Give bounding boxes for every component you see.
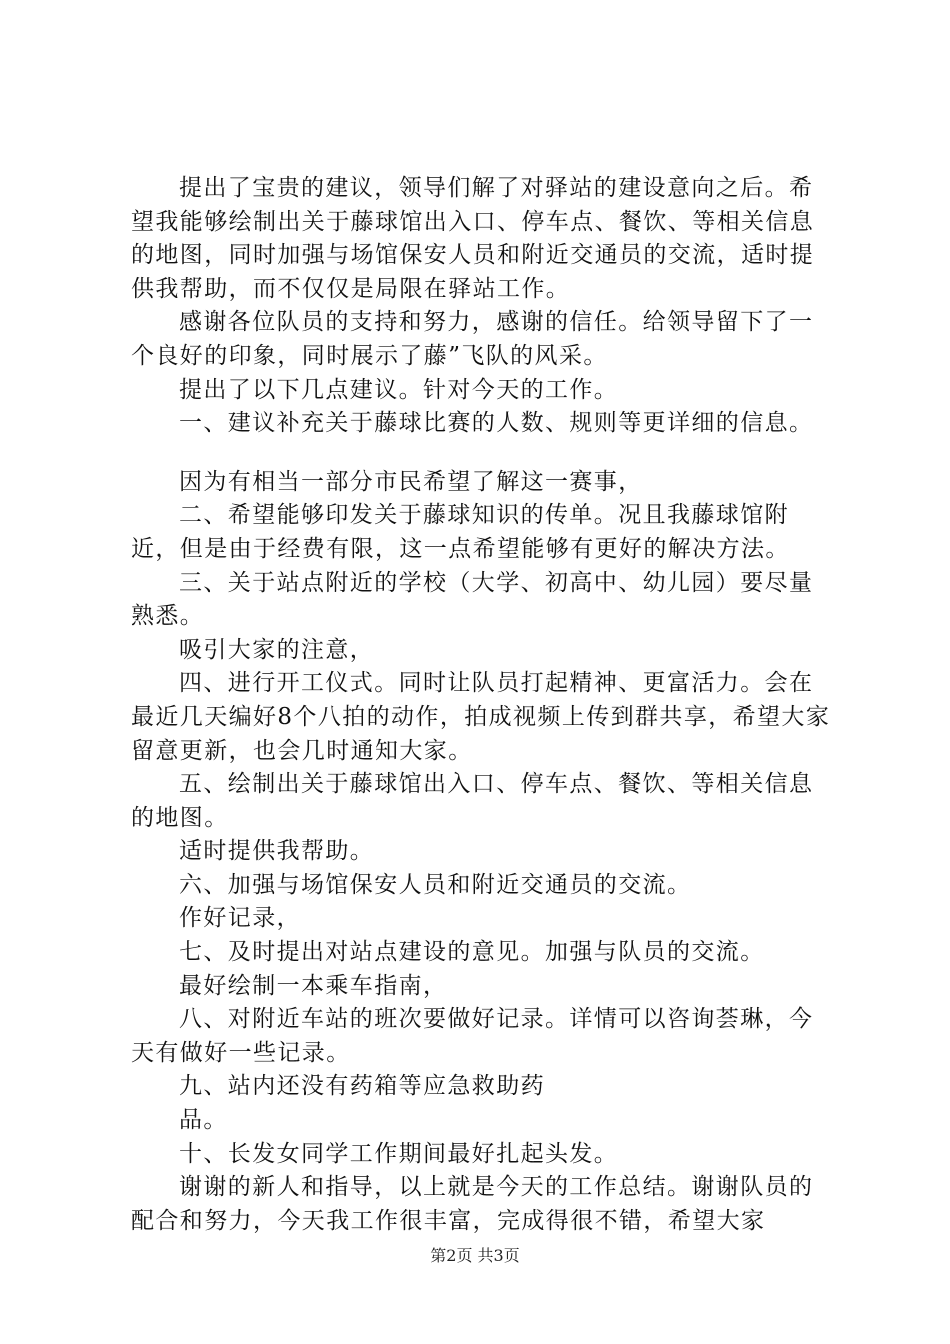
paragraph-1: 提出了宝贵的建议，领导们解了对驿站的建设意向之后。希望我能够绘制出关于藤球馆出入口、停车点、餐饮、等相关信息的地图，同时加强与场馆保安人员和附近交通员的交流，适时提供我帮助，而不仅仅是局限在驿站工作。 [131,175,815,302]
paragraph-18: 品。 [179,1107,228,1134]
paragraph-11: 适时提供我帮助。 [179,838,375,865]
paragraph-7: 三、关于站点附近的学校（大学、初高中、幼儿园）要尽量熟悉。 [131,569,814,630]
paragraph-20: 谢谢的新人和指导，以上就是今天的工作总结。谢谢队员的配合和努力，今天我工作很丰富，完成得很不错，希望大家 [131,1174,814,1234]
paragraph-5: 因为有相当一部分市民希望了解这一赛事， [179,468,643,495]
paragraph-10: 五、绘制出关于藤球馆出入口、停车点、餐饮、等相关信息的地图。 [131,771,814,831]
paragraph-16: 八、对附近车站的班次要做好记录。详情可以咨询荟琳，今天有做好一些记录。 [131,1006,814,1066]
paragraph-4: 一、建议补充关于藤球比赛的人数、规则等更详细的信息。 [179,410,814,437]
page-number-footer: 第2页 共3页 [430,1246,520,1265]
paragraph-6: 二、希望能够印发关于藤球知识的传单。况且我藤球馆附近，但是由于经费有限，这一点希望能够有更好的解决方法。 [131,502,790,562]
document-body [131,172,831,1238]
paragraph-13: 作好记录， [179,905,301,932]
paragraph-17: 九、站内还没有药箱等应急救助药 [179,1073,545,1100]
paragraph-19: 十、长发女同学工作期间最好扎起头发。 [179,1140,619,1167]
paragraph-3: 提出了以下几点建议。针对今天的工作。 [179,376,619,403]
paragraph-9: 四、进行开工仪式。同时让队员打起精神、更富活力。会在最近几天编好8个八拍的动作，拍成视频上传到群共享，希望大家留意更新，也会几时通知大家。 [131,670,831,764]
paragraph-8: 吸引大家的注意， [179,636,375,663]
paragraph-2: 感谢各位队员的支持和努力，感谢的信任。给领导留下了一个良好的印象，同时展示了藤”飞队的风采。 [131,309,814,369]
paragraph-14: 七、及时提出对站点建设的意见。加强与队员的交流。 [179,939,765,966]
paragraph-12: 六、加强与场馆保安人员和附近交通员的交流。 [179,871,692,898]
paragraph-15: 最好绘制一本乘车指南， [179,972,448,999]
